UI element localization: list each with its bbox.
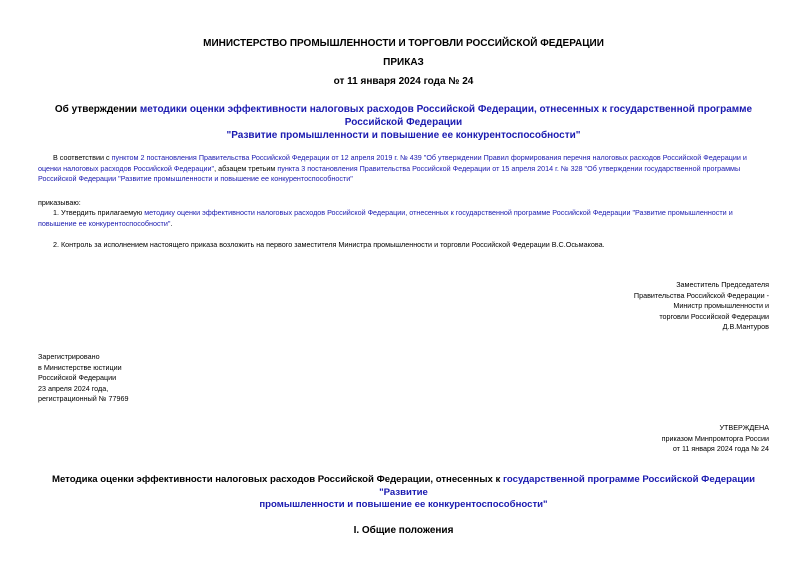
preamble-text-a: В соответствии с	[53, 153, 112, 162]
approved-line: приказом Минпромторга России	[661, 433, 769, 443]
registration-line: Зарегистрировано	[38, 352, 100, 361]
doc-type-heading: ПРИКАЗ	[383, 57, 424, 68]
preamble-text-b: , абзацем третьим	[214, 163, 278, 173]
registration-line: 23 апреля 2024 года,	[38, 383, 109, 393]
item-1-method-link-cont[interactable]: повышение ее конкурентоспособности"	[38, 218, 171, 228]
signatory-name: Д.В.Мантуров	[722, 322, 769, 332]
item-2: 2. Контроль за исполнением настоящего приказа возложить на первого заместителя Министра промышленности и торговли Российской Федерации В.С.Осьмакова.	[53, 240, 605, 249]
method-title	[38, 474, 769, 512]
approved-block	[519, 423, 769, 455]
method-title-program-link[interactable]: государственной программе Российской Федерации "Развитие	[379, 474, 756, 498]
decree-328-link[interactable]: пункта 3 постановления Правительства Российской Федерации от 15 апреля 2014 г. № 328 "Об утверждении государственной программы	[277, 163, 741, 173]
method-title-prefix: Методика оценки эффективности налоговых расходов Российской Федерации, отнесенных к	[51, 474, 503, 485]
section-heading: I. Общие положения	[353, 525, 454, 536]
approved-line: от 11 января 2024 года № 24	[672, 444, 769, 454]
method-title-program-link-cont[interactable]: промышленности и повышение ее конкурентоспособности"	[259, 499, 548, 510]
signature-line: Министр промышленности и	[673, 301, 769, 311]
order-title	[38, 103, 769, 142]
decree-328-link-cont[interactable]: Российской Федерации "Развитие промышленности и повышение ее конкурентоспособности"	[38, 174, 353, 184]
decree-439-link-cont[interactable]: оценки налоговых расходов Российской Федерации"	[38, 163, 215, 173]
approved-stamp: УТВЕРЖДЕНА	[719, 423, 769, 432]
doc-date-number: от 11 января 2024 года № 24	[333, 76, 474, 87]
signature-line: Заместитель Председателя	[676, 280, 769, 289]
registration-number: регистрационный № 77969	[38, 394, 129, 404]
registration-line: Российской Федерации	[38, 373, 117, 383]
orders-word: приказываю:	[38, 198, 81, 207]
item-1-method-link[interactable]: методику оценки эффективности налоговых расходов Российской Федерации, отнесенных к государственной программе Российской Федерации "Развитие промышленности и	[144, 208, 733, 217]
signature-line: торговли Российской Федерации	[659, 311, 769, 321]
title-prefix: Об утверждении	[54, 104, 140, 115]
item-1-text: 1. Утвердить прилагаемую	[53, 208, 145, 217]
item-1	[38, 208, 769, 229]
preamble-paragraph	[38, 153, 769, 185]
registration-line: в Министерстве юстиции	[38, 362, 122, 372]
signature-block	[509, 280, 769, 333]
signature-line: Правительства Российской Федерации -	[633, 290, 769, 300]
title-program-link[interactable]: "Развитие промышленности и повышение ее конкурентоспособности"	[226, 130, 581, 141]
title-method-link[interactable]: методики оценки эффективности налоговых расходов Российской Федерации, отнесенных к государственной программе Российской Федерации	[139, 104, 753, 128]
registration-block	[38, 352, 288, 405]
item-1-end: .	[170, 218, 173, 228]
ministry-heading: МИНИСТЕРСТВО ПРОМЫШЛЕННОСТИ И ТОРГОВЛИ РОССИЙСКОЙ ФЕДЕРАЦИИ	[203, 38, 604, 49]
decree-439-link[interactable]: пунктом 2 постановления Правительства Российской Федерации от 12 апреля 2019 г. № 439 "Об утверждении Правил формирования перечня налоговых расходов Российской Федерации и	[111, 153, 747, 162]
